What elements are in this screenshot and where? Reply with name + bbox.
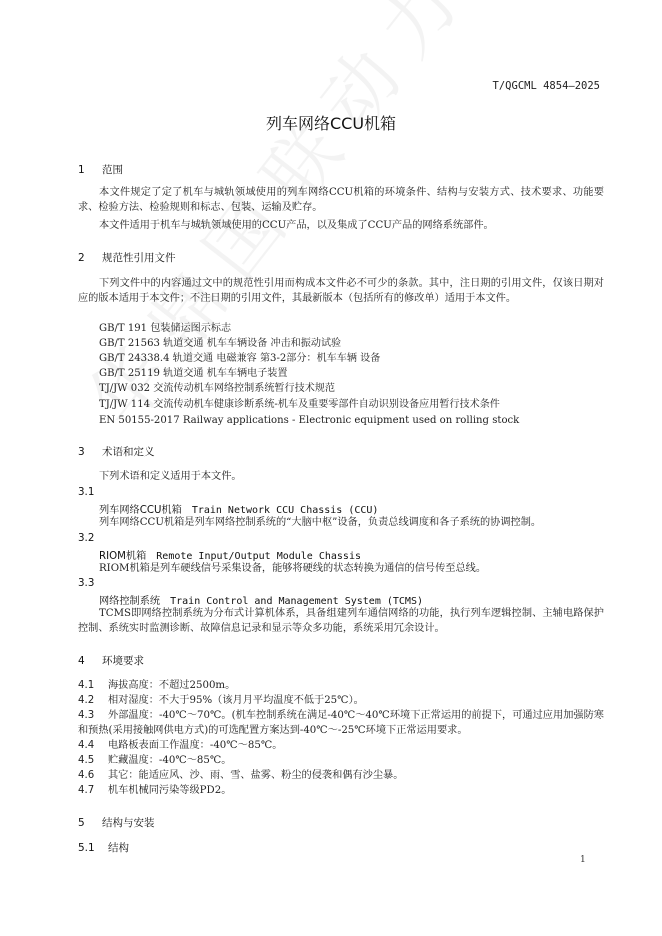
term-title [99,547,361,562]
item-text: 贮藏温度：-40℃～85℃。 [108,755,232,766]
term-title [99,592,423,607]
term-english: Train Control and Management System (TCMS) [170,596,423,607]
section-title: 术语和定义 [102,446,155,458]
requirement-item [78,693,604,708]
item-number: 4.2 [78,695,95,706]
term-number: 3.3 [78,577,95,589]
page-number: 1 [580,855,586,865]
item-text: 电路板表面工作温度：-40℃～85℃。 [108,740,283,751]
reference-item: GB/T 191 包装储运图示标志 [99,323,232,334]
item-number: 4.6 [78,770,95,781]
term-name: 列车网络CCU机箱 [99,505,182,516]
item-text: 机车机械同污染等级PD2。 [108,785,232,796]
document-title: 列车网络CCU机箱 [265,114,397,133]
item-text: 其它：能适应风、沙、雨、雪、盐雾、粉尘的侵袭和偶有沙尘暴。 [108,770,404,781]
section-heading-normative [78,250,176,265]
term-english: Remote Input/Output Module Chassis [156,551,361,562]
paragraph: 下列术语和定义适用于本文件。 [99,471,242,482]
reference-item: GB/T 24338.4 轨道交通 电磁兼容 第3-2部分：机车车辆 设备 [99,353,381,364]
requirement-item [78,768,604,783]
item-text: 海拔高度：不超过2500m。 [108,680,236,691]
section-title: 规范性引用文件 [102,252,176,264]
item-text: 外部温度：-40℃～70℃。(机车控制系统在满足-40℃～40℃环境下正常运用的前提下，可通过应用加强防寒和预热(采用接触网供电方式)的可选配置方案达到-40℃～-25℃环境下正常运用要求。 [78,710,604,736]
reference-item: GB/T 21563 轨道交通 机车车辆设备 冲击和振动试验 [99,338,342,349]
reference-item: TJ/JW 032 交流传动机车网络控制系统暂行技术规范 [99,383,335,394]
requirement-item [78,753,604,768]
term-name: RIOM机箱 [99,551,147,562]
term-number: 3.2 [78,532,95,544]
item-number: 4.4 [78,740,95,751]
section-heading-terms [78,444,155,459]
section-number: 1 [78,164,85,176]
requirement-item [78,708,604,738]
term-definition: 列车网络CCU机箱是列车网络控制系统的“大脑中枢”设备，负责总线调度和各子系统的协调控制。 [99,517,542,528]
section-number: 4 [78,655,85,667]
item-number: 4.5 [78,755,95,766]
term-title [99,501,378,516]
section-title: 结构与安装 [102,817,155,829]
subsection-title: 结构 [108,842,129,854]
document-number: T/QGCML 4854—2025 [492,80,600,92]
section-title: 环境要求 [102,655,144,667]
paragraph: 本文件适用于机车与城轨领域使用的CCU产品，以及集成了CCU产品的网络系统部件。 [99,220,494,231]
section-number: 3 [78,446,85,458]
reference-item: GB/T 25119 轨道交通 机车车辆电子装置 [99,368,288,379]
paragraph: 下列文件中的内容通过文中的规范性引用而构成本文件必不可少的条款。其中，注日期的引用文件，仅该日期对应的版本适用于本文件；不注日期的引用文件，其最新版本（包括所有的修改单）适用于本文件。 [78,278,604,304]
section-number: 5 [78,817,85,829]
section-title: 范围 [102,164,123,176]
subsection-heading-structure [78,840,129,855]
reference-item: TJ/JW 114 交流传动机车健康诊断系统-机车及重要零部件自动识别设备应用暂行技术条件 [99,399,500,410]
term-english: Train Network CCU Chassis (CCU) [191,505,379,516]
section-heading-environment [78,653,144,668]
item-number: 4.1 [78,680,95,691]
subsection-number: 5.1 [78,842,95,854]
item-number: 4.3 [78,710,95,721]
term-name: 网络控制系统 [99,596,161,607]
reference-item: EN 50155-2017 Railway applications - Electronic equipment used on rolling stock [99,415,520,426]
requirement-item [78,738,604,753]
item-text: 相对湿度：不大于95%（该月月平均温度不低于25℃）。 [108,695,364,706]
section-number: 2 [78,252,85,264]
item-number: 4.7 [78,785,95,796]
term-definition: RIOM机箱是列车硬线信号采集设备，能够将硬线的状态转换为通信的信号传至总线。 [99,563,487,574]
requirement-item [78,678,604,693]
term-definition: TCMS即网络控制系统为分布式计算机体系，具备组建列车通信网络的功能，执行列车逻辑控制、主辅电路保护控制、系统实时监测诊断、故障信息记录和显示等众多功能，系统采用冗余设计。 [78,608,604,634]
section-heading-scope [78,162,123,177]
paragraph: 本文件规定了定了机车与城轨领域使用的列车网络CCU机箱的环境条件、结构与安装方式、技术要求、功能要求、检验方法、检验规则和标志、包装、运输及贮存。 [78,187,604,213]
section-heading-structure [78,815,155,830]
requirement-item [78,783,604,798]
term-number: 3.1 [78,486,95,498]
